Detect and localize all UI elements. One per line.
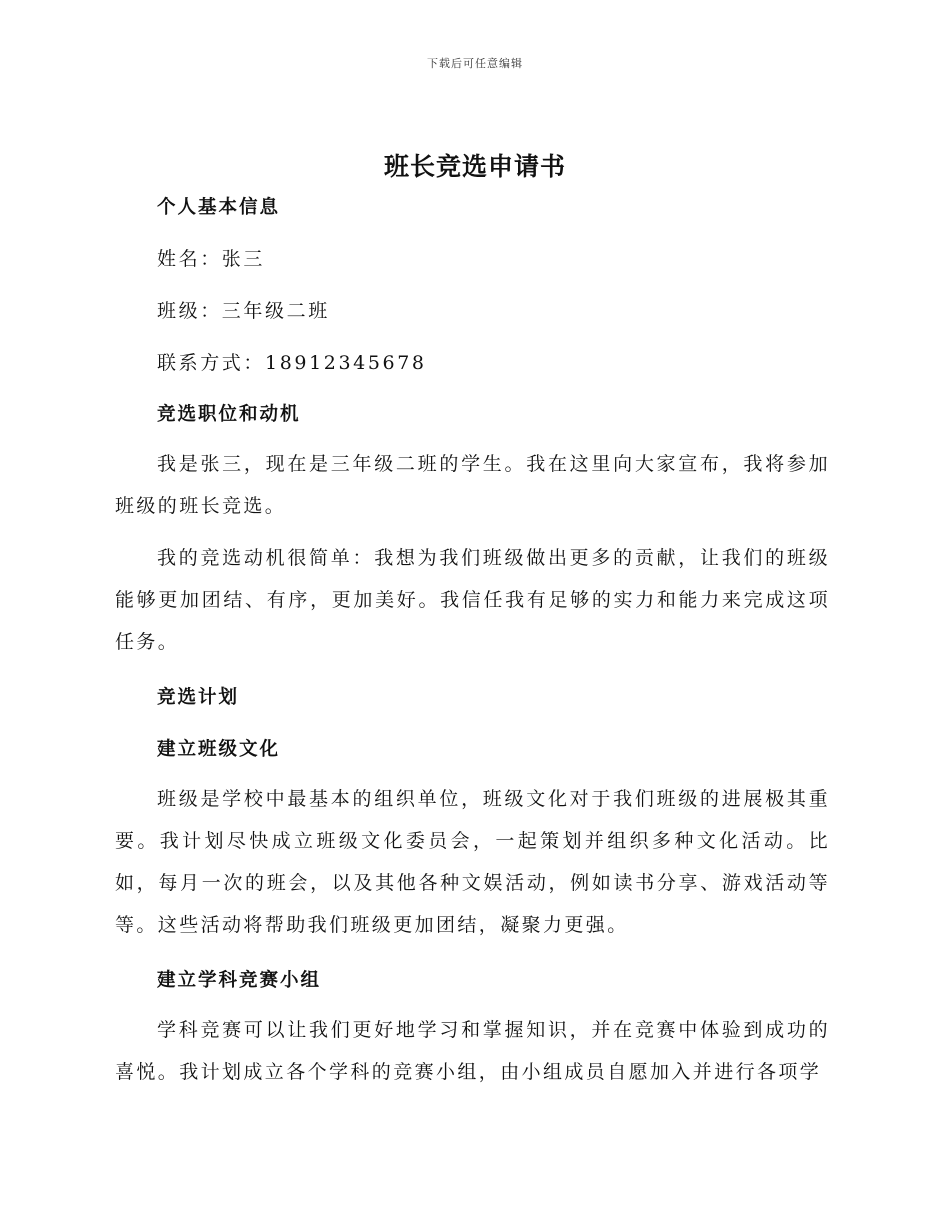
page-header-note: 下载后可任意编辑: [427, 57, 523, 70]
motivation-paragraph-1: 我是张三，现在是三年级二班的学生。我在这里向大家宣布，我将参加班级的班长竞选。: [115, 453, 830, 517]
section-heading-plan: 竞选计划: [157, 687, 240, 708]
contact-line: 联系方式：18912345678: [157, 352, 427, 374]
section-heading-personal-info: 个人基本信息: [157, 197, 281, 218]
class-culture-paragraph: 班级是学校中最基本的组织单位，班级文化对于我们班级的进展极其重要。我计划尽快成立班级文化委员会，一起策划并组织多种文化活动。比如，每月一次的班会，以及其他各种文娱活动，例如读书分享、游戏活动等等。这些活动将帮助我们班级更加团结，凝聚力更强。: [115, 788, 830, 936]
document-title: 班长竞选申请书: [383, 152, 566, 181]
name-line: 姓名：张三: [157, 248, 266, 270]
class-line: 班级：三年级二班: [157, 300, 330, 322]
motivation-paragraph-2: 我的竞选动机很简单：我想为我们班级做出更多的贡献，让我们的班级能够更加团结、有序，更加美好。我信任我有足够的实力和能力来完成这项任务。: [115, 547, 830, 653]
competition-paragraph: 学科竞赛可以让我们更好地学习和掌握知识，并在竞赛中体验到成功的喜悦。我计划成立各个学科的竞赛小组，由小组成员自愿加入并进行各项学: [115, 1019, 830, 1083]
section-heading-motivation: 竞选职位和动机: [157, 404, 301, 425]
subsection-heading-competition: 建立学科竞赛小组: [157, 970, 322, 991]
subsection-heading-class-culture: 建立班级文化: [157, 739, 281, 760]
